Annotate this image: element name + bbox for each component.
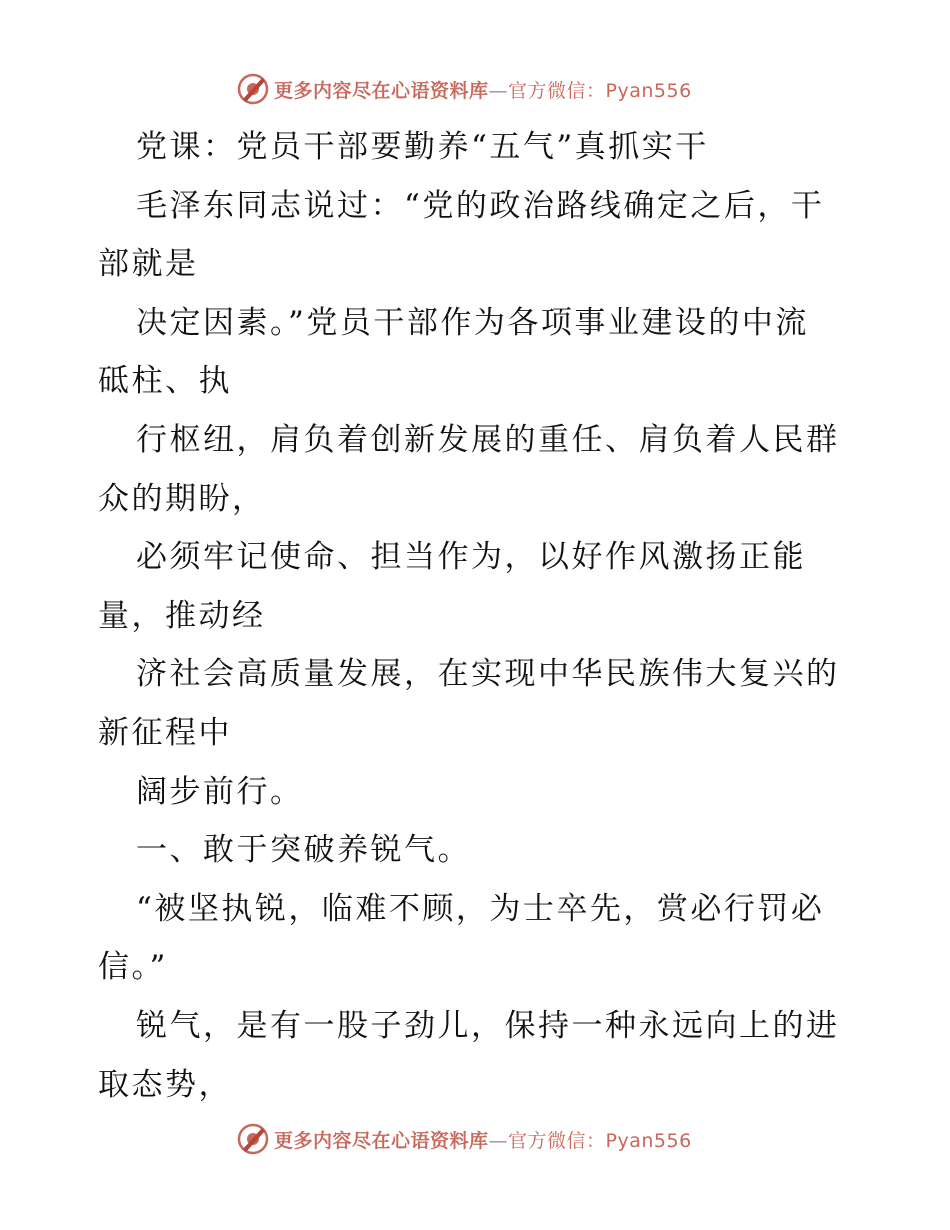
text-line: 毛泽东同志说过：“党的政治路线确定之后，干 [136, 187, 825, 224]
watermark-wechat-label: 官方微信： [508, 1129, 606, 1152]
document-body [98, 118, 858, 1114]
text-line: 新征程中 [98, 714, 232, 751]
watermark-separator: — [488, 79, 509, 102]
watermark-header [236, 72, 716, 106]
watermark-text [274, 1126, 692, 1153]
text-line: 量，推动经 [98, 597, 266, 634]
text-line: 一、敢于突破养锐气。 [136, 832, 471, 869]
brand-logo-icon [236, 1122, 270, 1156]
text-line: 阔步前行。 [136, 773, 304, 810]
text-line: 部就是 [98, 246, 199, 283]
text-line: 砥柱、执 [98, 363, 232, 400]
text-line: 决定因素。”党员干部作为各项事业建设的中流 [136, 304, 809, 341]
text-line: 行枢纽，肩负着创新发展的重任、肩负着人民群 [136, 421, 840, 458]
text-line: 取态势， [98, 1066, 232, 1103]
watermark-wechat-id: Pyan556 [605, 79, 692, 102]
text-line: 党课：党员干部要勤养“五气”真抓实干 [136, 129, 709, 165]
watermark-brand: 更多内容尽在心语资料库 [274, 1129, 489, 1152]
watermark-wechat-label: 官方微信： [508, 79, 606, 102]
text-line: 锐气，是有一股子劲儿，保持一种永远向上的进 [136, 1007, 840, 1044]
text-line: 济社会高质量发展，在实现中华民族伟大复兴的 [136, 656, 840, 693]
watermark-text [274, 76, 692, 103]
text-line: 众的期盼， [98, 480, 266, 517]
watermark-wechat-id: Pyan556 [605, 1129, 692, 1152]
watermark-brand: 更多内容尽在心语资料库 [274, 79, 489, 102]
text-line: 必须牢记使命、担当作为，以好作风激扬正能 [136, 539, 806, 576]
brand-logo-icon [236, 72, 270, 106]
watermark-separator: — [488, 1129, 509, 1152]
text-line: “被坚执锐，临难不顾，为士卒先，赏必行罚必 [136, 890, 825, 927]
text-line: 信。” [98, 949, 168, 986]
watermark-footer [236, 1122, 716, 1156]
